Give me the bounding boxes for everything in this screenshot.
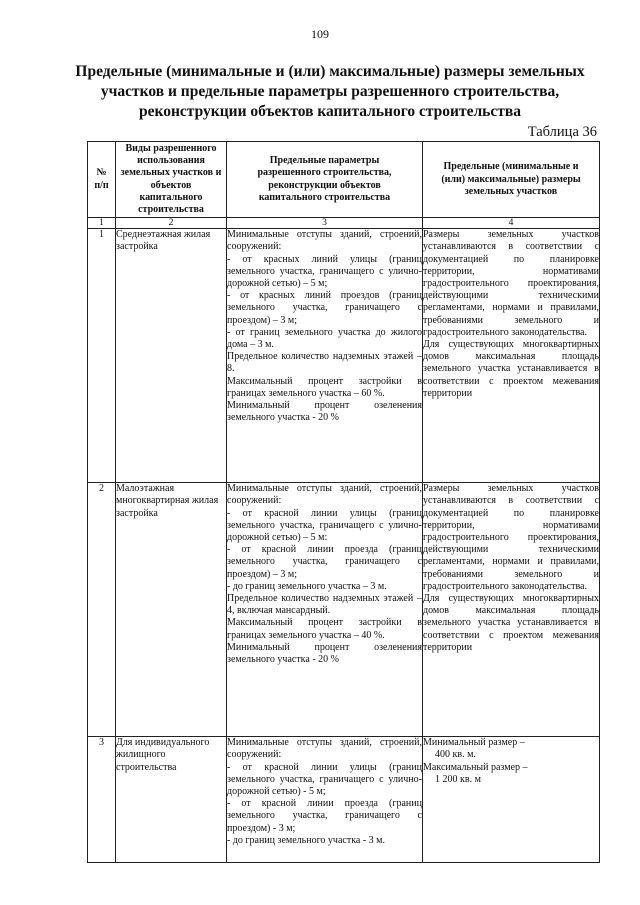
header-row [88, 142, 600, 218]
param-line: Предельное количество надземных этажей – 4, включая мансардный. [227, 593, 422, 617]
param-line: - до границ земельного участка – 3 м. [227, 580, 387, 592]
header-use-type: Виды разрешенного использования земельных участков и объектов капитального строительства [116, 142, 227, 218]
use-type: Среднеэтажная жилая застройка [116, 229, 227, 483]
table-row [88, 737, 600, 863]
size-paragraph: Для существующих многоквартирных домов максимальная площадь земельного участка устанавливается в соответствии с проектом межевания территории [423, 593, 599, 653]
size-paragraph: Размеры земельных участков устанавливаются в соответствии с документацией по планировке территории, нормативами градостроительного проектирования, действующими техническими регламентами, нормами и правилами, требованиями земельного и градостроительного законодательства. [423, 229, 599, 338]
size-paragraph: Размеры земельных участков устанавливаются в соответствии с документацией по планировке территории, нормативами градостроительного проектирования, действующими техническими регламентами, нормами и правилами, требованиями земельного и градостроительного законодательства. [423, 483, 599, 592]
column-number: 2 [116, 218, 227, 229]
page-title [60, 62, 600, 122]
max-size-label: Максимальный размер – [423, 761, 528, 773]
row-number: 2 [88, 483, 116, 737]
param-line: - до границ земельного участка - 3 м. [227, 834, 386, 846]
header-number: № п/п [88, 142, 116, 218]
build-params [227, 737, 423, 863]
param-line: Минимальный процент озеленения земельного участка - 20 % [227, 400, 422, 424]
param-line: - от красных линий проездов (границ земельного участка, граничащего с проездом) – 3 м; [227, 290, 422, 326]
column-number: 1 [88, 218, 116, 229]
param-line: - от границ земельного участка до жилого дома – 3 м. [227, 326, 422, 351]
build-params [227, 483, 423, 737]
column-number: 3 [227, 218, 423, 229]
plot-sizes [423, 483, 600, 737]
param-line: Максимальный процент застройки в границах земельного участка – 40 %. [227, 617, 422, 641]
header-build-params: Предельные параметры разрешенного строительства, реконструкции объектов капитального строительства [227, 142, 423, 218]
plot-sizes [423, 737, 600, 863]
param-line: - от красной линии проезда (границ земельного участка, граничащего с проездом) - 3 м; [227, 798, 422, 834]
parameters-table [87, 141, 600, 863]
use-type: Для индивидуального жилищного строительства [116, 737, 227, 863]
param-line: Предельное количество надземных этажей – 8. [227, 351, 422, 375]
param-line: Минимальный процент озеленения земельного участка - 20 % [227, 641, 422, 666]
plot-sizes [423, 229, 600, 483]
title-line-3: реконструкции объектов капитального строительства [139, 103, 521, 120]
table-label: Таблица 36 [527, 124, 597, 140]
use-type: Малоэтажная многоквартирная жилая застройка [116, 483, 227, 737]
table-row [88, 483, 600, 737]
size-paragraph: Для существующих многоквартирных домов максимальная площадь земельного участка устанавливается в соответствии с проектом межевания территории [423, 339, 599, 399]
param-line: - от красных линий улицы (границ земельного участка, граничащего с улично-дорожной сетью) – 5 м; [227, 253, 422, 290]
param-line: Максимальный процент застройки в границах земельного участка – 60 %. [227, 375, 422, 399]
column-number-row [88, 218, 600, 229]
header-plot-sizes: Предельные (минимальные и (или) максимальные) размеры земельных участков [423, 142, 600, 218]
param-line: - от красной линии улицы (границ земельного участка, граничащего с улично-дорожной сетью) - 5 м; [227, 761, 422, 798]
title-line-1: Предельные (минимальные и (или) максимальные) размеры земельных [75, 63, 585, 80]
param-line: Минимальные отступы зданий, строений, сооружений: [227, 483, 422, 507]
table-row [88, 229, 600, 483]
param-line: - от красной линии проезда (границ земельного участка, граничащего с проездом) – 3 м; [227, 544, 422, 580]
page-number: 109 [311, 27, 329, 41]
max-size-value: 1 200 кв. м [435, 773, 481, 785]
param-line: Минимальные отступы зданий, строений, сооружений: [227, 737, 422, 761]
row-number: 1 [88, 229, 116, 483]
title-line-2: участков и предельные параметры разрешенного строительства, [100, 83, 560, 100]
param-line: Минимальные отступы зданий, строений, сооружений: [227, 229, 422, 253]
column-number: 4 [423, 218, 600, 229]
build-params [227, 229, 423, 483]
min-size-value: 400 кв. м. [435, 749, 476, 761]
row-number: 3 [88, 737, 116, 863]
param-line: - от красной линии улицы (границ земельного участка, граничащего с улично-дорожной сетью) – 5 м: [227, 507, 422, 544]
min-size-label: Минимальный размер – [423, 737, 525, 749]
